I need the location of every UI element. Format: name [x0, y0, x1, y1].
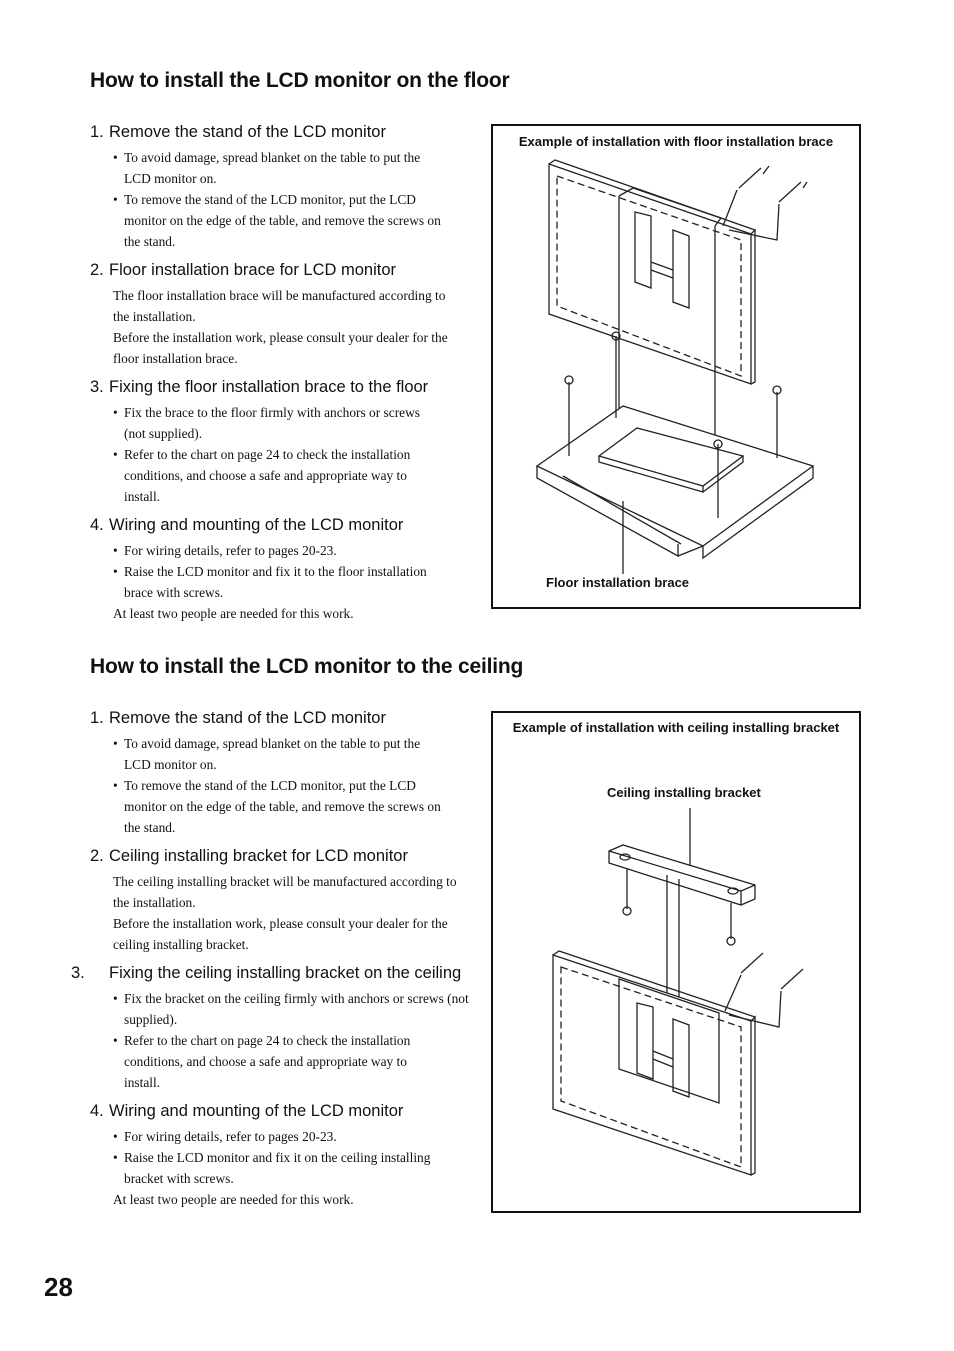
floor-step-3-bullets [90, 402, 475, 507]
ceiling-figure-caption: Example of installation with ceiling installing bracket [512, 720, 840, 735]
ceiling-step-4-note: At least two people are needed for this work. [113, 1192, 354, 1207]
floor-step-2-heading: 2. Floor installation brace for LCD monitor [90, 261, 397, 279]
ceiling-figure-label: Ceiling installing bracket [607, 785, 761, 800]
ceiling-step-2-heading: 2. Ceiling installing bracket for LCD monitor [90, 847, 408, 865]
list-item: • To avoid damage, spread blanket on the table to put the LCD monitor on. [113, 147, 444, 189]
floor-step-2-para-2: Before the installation work, please consult your dealer for the floor installation brace. [113, 330, 448, 366]
ceiling-steps [71, 706, 475, 1210]
list-item: • To avoid damage, spread blanket on the table to put the LCD monitor on. [113, 733, 444, 775]
list-item: • Raise the LCD monitor and fix it to the floor installation brace with screws. [113, 561, 449, 603]
ceiling-step-1-heading: 1. Remove the stand of the LCD monitor [90, 709, 386, 727]
floor-section-title: How to install the LCD monitor on the floor [90, 69, 510, 92]
floor-step-1-bullets [90, 147, 475, 252]
page-number: 28 [44, 1272, 73, 1302]
list-item: • Raise the LCD monitor and fix it on the ceiling installing bracket with screws. [113, 1147, 454, 1189]
floor-figure [491, 124, 861, 609]
list-item: • To remove the stand of the LCD monitor, put the LCD monitor on the edge of the table, and remove the screws on the stand. [113, 189, 444, 252]
floor-brace-illustration [493, 126, 859, 607]
floor-step-4-bullets [90, 540, 475, 603]
list-item: • To remove the stand of the LCD monitor, put the LCD monitor on the edge of the table, and remove the screws on the stand. [113, 775, 444, 838]
ceiling-step-3-bullets [90, 988, 475, 1093]
floor-step-1-heading: 1. Remove the stand of the LCD monitor [90, 123, 386, 141]
list-item: • For wiring details, refer to pages 20-23. [113, 1126, 454, 1147]
floor-step-2-para-1: The floor installation brace will be manufactured according to the installation. [113, 288, 446, 324]
floor-figure-caption: Example of installation with floor installation brace [518, 134, 834, 149]
list-item: • Refer to the chart on page 24 to check the installation conditions, and choose a safe and appropriate way to install. [113, 444, 434, 507]
floor-step-4-heading: 4. Wiring and mounting of the LCD monitor [90, 516, 404, 534]
list-item: • Fix the bracket on the ceiling firmly with anchors or screws (not supplied). [113, 988, 469, 1030]
ceiling-step-1-bullets [90, 733, 475, 838]
list-item: • For wiring details, refer to pages 20-23. [113, 540, 449, 561]
floor-steps [90, 120, 475, 624]
ceiling-figure [491, 711, 861, 1213]
ceiling-step-3-heading: 3. Fixing the ceiling installing bracket on the ceiling [71, 964, 462, 982]
floor-step-4-note: At least two people are needed for this work. [113, 606, 354, 621]
list-item: • Fix the brace to the floor firmly with anchors or screws (not supplied). [113, 402, 444, 444]
ceiling-section-title: How to install the LCD monitor to the ceiling [90, 655, 524, 678]
floor-figure-label: Floor installation brace [546, 575, 690, 590]
ceiling-step-2-para-1: The ceiling installing bracket will be manufactured according to the installation. [113, 874, 457, 910]
ceiling-step-4-heading: 4. Wiring and mounting of the LCD monitor [90, 1102, 404, 1120]
ceiling-step-4-bullets [90, 1126, 475, 1189]
ceiling-step-2-para-2: Before the installation work, please consult your dealer for the ceiling installing bracket. [113, 916, 448, 952]
floor-step-3-heading: 3. Fixing the floor installation brace to the floor [90, 378, 429, 396]
list-item: • Refer to the chart on page 24 to check the installation conditions, and choose a safe and appropriate way to install. [113, 1030, 434, 1093]
